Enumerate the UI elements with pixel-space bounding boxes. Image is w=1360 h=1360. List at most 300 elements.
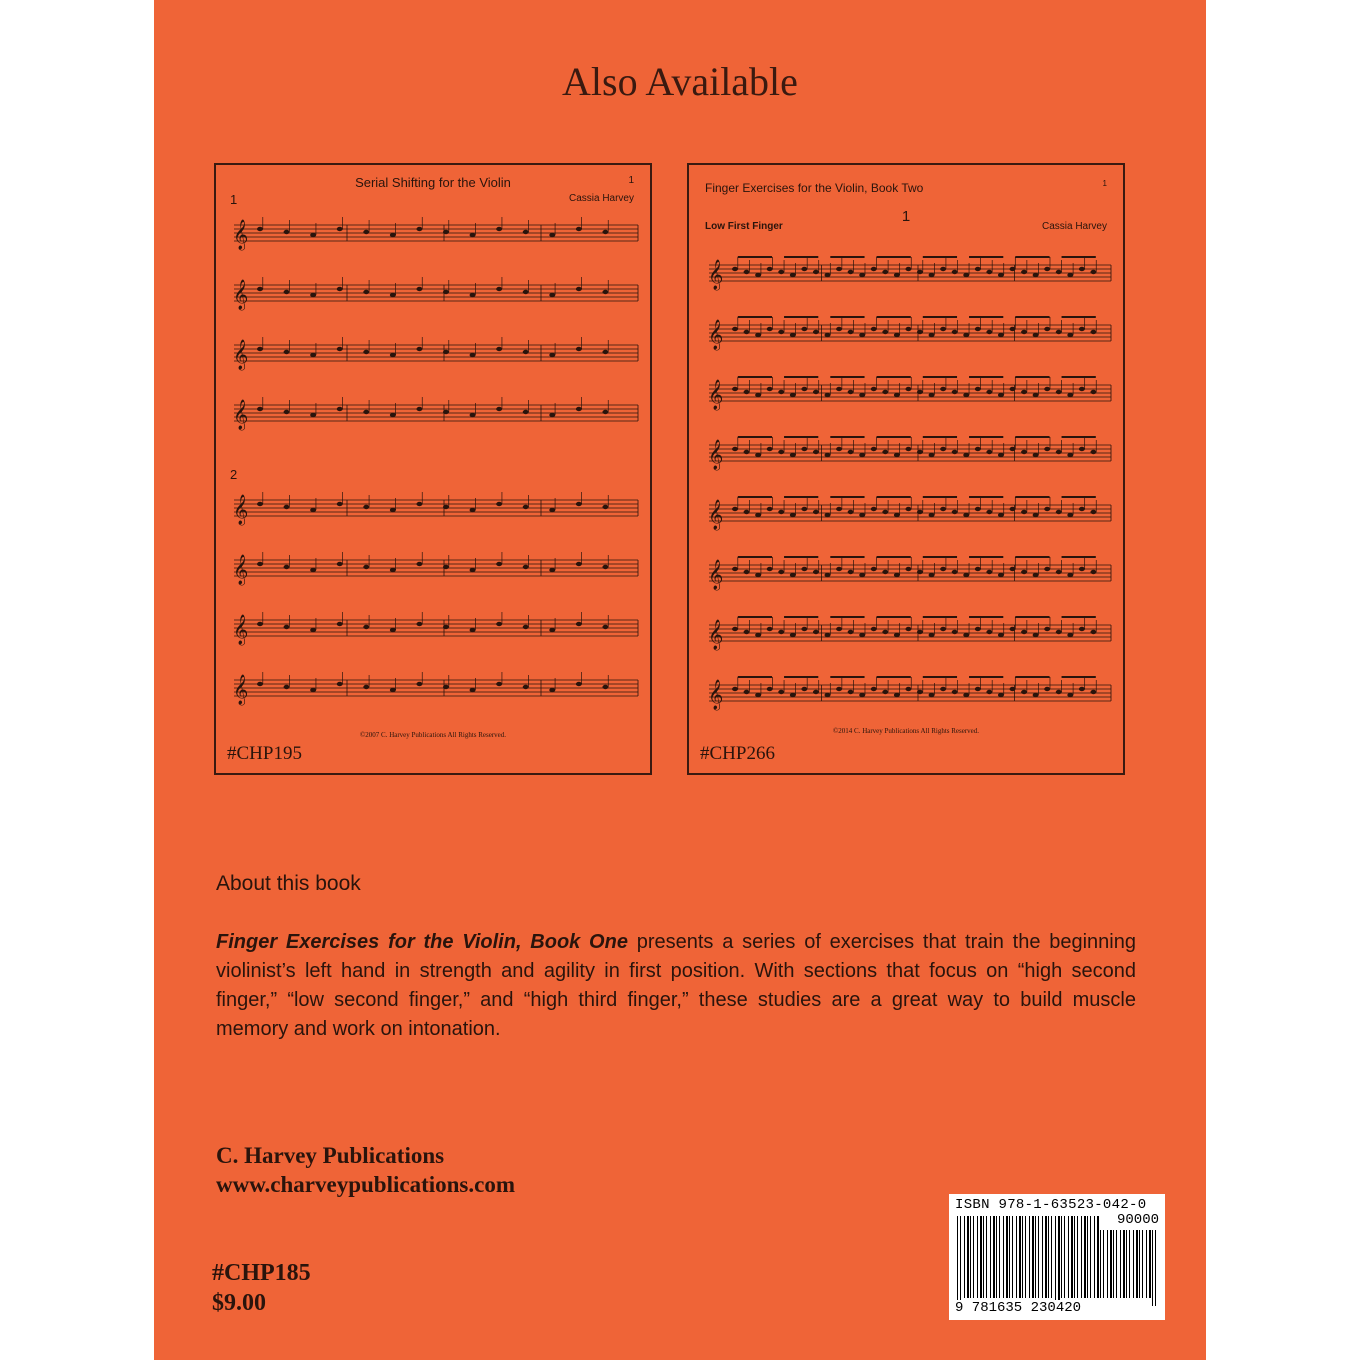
treble-clef-icon: 𝄞 (233, 615, 249, 645)
note-head (1067, 693, 1073, 697)
note-head (576, 287, 582, 291)
note-head (363, 290, 369, 294)
note-head (778, 570, 784, 574)
note-head (257, 407, 263, 411)
note-head (363, 625, 369, 629)
note-head (767, 447, 773, 451)
note-head (337, 407, 343, 411)
preview-copyright: ©2014 C. Harvey Publications All Rights Reserved. (832, 727, 980, 735)
note-head (929, 273, 935, 277)
note-head (929, 633, 935, 637)
note-head (1010, 327, 1016, 331)
treble-clef-icon: 𝄞 (708, 680, 724, 710)
note-head (1079, 507, 1085, 511)
note-head (416, 502, 422, 506)
note-head (975, 507, 981, 511)
note-head (744, 270, 750, 274)
note-head (1067, 453, 1073, 457)
note-head (905, 507, 911, 511)
note-head (1090, 270, 1096, 274)
note-head (767, 507, 773, 511)
note-head (917, 330, 923, 334)
note-head (1079, 267, 1085, 271)
note-head (310, 508, 316, 512)
note-head (813, 390, 819, 394)
note-head (905, 567, 911, 571)
note-head (836, 447, 842, 451)
note-head (1021, 630, 1027, 634)
note-head (470, 293, 476, 297)
note-head (744, 330, 750, 334)
note-head (894, 333, 900, 337)
note-head (825, 693, 831, 697)
note-head (998, 393, 1004, 397)
note-head (952, 330, 958, 334)
note-head (257, 347, 263, 351)
note-head (257, 682, 263, 686)
note-head (790, 453, 796, 457)
description-text: presents a series of exercises that train the beginning violinist’s left hand in strength and agility in first position. With sections that focus on “high second finger,” “low second finger,” and “high third finger,” these studies are a great way to build muscle memory and work on intonation. (216, 931, 1136, 1040)
note-head (523, 410, 529, 414)
note-head (1067, 393, 1073, 397)
note-head (602, 505, 608, 509)
preview-code: #CHP195 (227, 743, 302, 764)
treble-clef-icon: 𝄞 (708, 320, 724, 350)
note-head (1033, 693, 1039, 697)
note-head (917, 630, 923, 634)
section-number: 1 (230, 192, 238, 207)
note-head (871, 327, 877, 331)
note-head (882, 690, 888, 694)
note-head (778, 270, 784, 274)
note-head (1090, 390, 1096, 394)
note-head (576, 407, 582, 411)
note-head (813, 450, 819, 454)
note-head (470, 233, 476, 237)
note-head (284, 410, 290, 414)
note-head (767, 567, 773, 571)
note-head (1010, 267, 1016, 271)
treble-clef-icon: 𝄞 (708, 620, 724, 650)
book-description (216, 928, 1136, 1044)
note-head (1056, 270, 1062, 274)
note-head (986, 630, 992, 634)
note-head (1021, 450, 1027, 454)
note-head (813, 510, 819, 514)
note-head (523, 350, 529, 354)
staff-line-group (708, 377, 1111, 411)
isbn-text: ISBN 978-1-63523-042-0 (955, 1197, 1147, 1213)
note-head (963, 633, 969, 637)
note-head (602, 685, 608, 689)
note-head (929, 573, 935, 577)
note-head (443, 625, 449, 629)
note-head (1021, 570, 1027, 574)
staff-line-group (708, 437, 1111, 471)
note-head (496, 682, 502, 686)
note-head (732, 687, 738, 691)
note-head (905, 687, 911, 691)
note-head (1021, 510, 1027, 514)
note-head (496, 562, 502, 566)
preview-page-number: 1 (628, 175, 634, 186)
note-head (390, 413, 396, 417)
note-head (337, 227, 343, 231)
note-head (257, 227, 263, 231)
note-head (998, 513, 1004, 517)
note-head (549, 688, 555, 692)
note-head (825, 513, 831, 517)
note-head (1033, 453, 1039, 457)
note-head (917, 390, 923, 394)
note-head (755, 453, 761, 457)
note-head (801, 327, 807, 331)
note-head (986, 390, 992, 394)
note-head (549, 508, 555, 512)
treble-clef-icon: 𝄞 (233, 400, 249, 430)
preview-code: #CHP266 (700, 743, 775, 764)
note-head (859, 273, 865, 277)
note-head (917, 450, 923, 454)
note-head (871, 567, 877, 571)
note-head (963, 573, 969, 577)
note-head (975, 687, 981, 691)
note-head (310, 413, 316, 417)
note-head (1079, 447, 1085, 451)
note-head (778, 330, 784, 334)
note-head (894, 453, 900, 457)
note-head (767, 387, 773, 391)
isbn-barcode (949, 1194, 1165, 1320)
note-head (905, 627, 911, 631)
note-head (1067, 573, 1073, 577)
note-head (1079, 627, 1085, 631)
note-head (549, 413, 555, 417)
note-head (836, 267, 842, 271)
note-head (602, 350, 608, 354)
note-head (998, 573, 1004, 577)
note-head (443, 290, 449, 294)
note-head (1067, 273, 1073, 277)
note-head (848, 330, 854, 334)
note-head (986, 510, 992, 514)
note-head (790, 633, 796, 637)
note-head (975, 627, 981, 631)
note-head (416, 622, 422, 626)
note-head (767, 687, 773, 691)
note-head (1090, 330, 1096, 334)
note-head (871, 387, 877, 391)
note-head (1021, 330, 1027, 334)
note-head (602, 565, 608, 569)
note-head (755, 273, 761, 277)
note-head (257, 502, 263, 506)
preview-serial-shifting (214, 163, 652, 775)
staff-line-group (233, 397, 638, 431)
note-head (836, 627, 842, 631)
treble-clef-icon: 𝄞 (708, 440, 724, 470)
note-head (986, 330, 992, 334)
note-head (894, 393, 900, 397)
note-head (790, 273, 796, 277)
note-head (363, 565, 369, 569)
note-head (443, 410, 449, 414)
note-head (390, 688, 396, 692)
note-head (284, 685, 290, 689)
note-head (284, 290, 290, 294)
note-head (523, 230, 529, 234)
note-head (952, 450, 958, 454)
staff-line-group (233, 672, 638, 706)
note-head (871, 267, 877, 271)
note-head (1079, 687, 1085, 691)
note-head (1044, 327, 1050, 331)
note-head (952, 270, 958, 274)
note-head (1010, 387, 1016, 391)
staff-line-group (708, 677, 1111, 711)
note-head (940, 447, 946, 451)
note-head (443, 230, 449, 234)
staff-line-group (233, 492, 638, 526)
note-head (1010, 687, 1016, 691)
note-head (963, 513, 969, 517)
note-head (1010, 567, 1016, 571)
treble-clef-icon: 𝄞 (708, 560, 724, 590)
note-head (390, 353, 396, 357)
note-head (975, 387, 981, 391)
treble-clef-icon: 𝄞 (708, 380, 724, 410)
treble-clef-icon: 𝄞 (708, 260, 724, 290)
note-head (523, 505, 529, 509)
note-head (576, 562, 582, 566)
note-head (790, 513, 796, 517)
preview-author: Cassia Harvey (568, 193, 634, 204)
note-head (310, 233, 316, 237)
treble-clef-icon: 𝄞 (708, 500, 724, 530)
music-staves-group-1 (230, 215, 642, 465)
note-head (952, 690, 958, 694)
note-head (882, 570, 888, 574)
staff-line-group (708, 617, 1111, 651)
about-label: About this book (216, 872, 361, 895)
note-head (882, 330, 888, 334)
publisher-name: C. Harvey Publications (216, 1143, 445, 1168)
note-head (940, 267, 946, 271)
note-head (1033, 513, 1039, 517)
note-head (732, 387, 738, 391)
price: $9.00 (212, 1290, 266, 1316)
note-head (848, 450, 854, 454)
note-head (337, 347, 343, 351)
note-head (390, 568, 396, 572)
note-head (790, 393, 796, 397)
note-head (801, 687, 807, 691)
note-head (825, 393, 831, 397)
note-head (1021, 390, 1027, 394)
barcode-digits: 9 781635 230420 (955, 1300, 1082, 1316)
note-head (732, 327, 738, 331)
note-head (1033, 633, 1039, 637)
note-head (732, 627, 738, 631)
note-head (905, 387, 911, 391)
note-head (1067, 333, 1073, 337)
note-head (549, 568, 555, 572)
preview-copyright: ©2007 C. Harvey Publications All Rights Reserved. (359, 731, 507, 739)
note-head (801, 507, 807, 511)
note-head (825, 573, 831, 577)
note-head (871, 507, 877, 511)
price-code: 90000 (1116, 1212, 1159, 1228)
note-head (940, 507, 946, 511)
staff-line-group (233, 277, 638, 311)
note-head (917, 270, 923, 274)
note-head (1033, 573, 1039, 577)
note-head (813, 690, 819, 694)
note-head (952, 510, 958, 514)
note-head (767, 627, 773, 631)
note-head (284, 625, 290, 629)
note-head (470, 353, 476, 357)
note-head (1079, 327, 1085, 331)
note-head (523, 625, 529, 629)
note-head (952, 390, 958, 394)
note-head (813, 330, 819, 334)
staff-line-group (708, 317, 1111, 351)
note-head (986, 450, 992, 454)
note-head (778, 630, 784, 634)
note-head (1044, 267, 1050, 271)
note-head (871, 687, 877, 691)
preview-title: Serial Shifting for the Violin (355, 175, 511, 190)
note-head (825, 453, 831, 457)
note-head (732, 267, 738, 271)
note-head (390, 293, 396, 297)
note-head (416, 407, 422, 411)
note-head (801, 387, 807, 391)
note-head (894, 633, 900, 637)
note-head (744, 390, 750, 394)
note-head (882, 510, 888, 514)
note-head (894, 273, 900, 277)
note-head (755, 333, 761, 337)
note-head (790, 573, 796, 577)
note-head (986, 270, 992, 274)
note-head (975, 567, 981, 571)
note-head (998, 453, 1004, 457)
note-head (310, 688, 316, 692)
note-head (848, 390, 854, 394)
treble-clef-icon: 𝄞 (233, 220, 249, 250)
note-head (257, 287, 263, 291)
note-head (825, 333, 831, 337)
note-head (1033, 393, 1039, 397)
note-head (443, 685, 449, 689)
note-head (1033, 273, 1039, 277)
note-head (363, 685, 369, 689)
product-info (212, 1258, 311, 1318)
note-head (470, 508, 476, 512)
note-head (470, 688, 476, 692)
note-head (905, 447, 911, 451)
note-head (998, 633, 1004, 637)
note-head (1056, 450, 1062, 454)
note-head (257, 562, 263, 566)
note-head (859, 633, 865, 637)
note-head (576, 227, 582, 231)
note-head (1090, 570, 1096, 574)
note-head (744, 690, 750, 694)
note-head (836, 567, 842, 571)
note-head (767, 267, 773, 271)
note-head (732, 507, 738, 511)
note-head (894, 693, 900, 697)
preview-finger-exercises-book-two (687, 163, 1125, 775)
treble-clef-icon: 𝄞 (233, 675, 249, 705)
staff-line-group (233, 612, 638, 646)
note-head (284, 505, 290, 509)
note-head (778, 390, 784, 394)
note-head (1010, 507, 1016, 511)
note-head (443, 350, 449, 354)
note-head (732, 447, 738, 451)
note-head (767, 327, 773, 331)
note-head (929, 333, 935, 337)
note-head (1033, 333, 1039, 337)
note-head (1044, 687, 1050, 691)
note-head (549, 353, 555, 357)
note-head (744, 510, 750, 514)
note-head (940, 627, 946, 631)
music-staves-group-2 (230, 490, 642, 740)
note-head (929, 513, 935, 517)
note-head (549, 628, 555, 632)
note-head (998, 693, 1004, 697)
note-head (1090, 510, 1096, 514)
note-head (859, 333, 865, 337)
note-head (836, 687, 842, 691)
note-head (813, 570, 819, 574)
note-head (284, 350, 290, 354)
note-head (576, 682, 582, 686)
note-head (963, 693, 969, 697)
note-head (836, 387, 842, 391)
note-head (952, 630, 958, 634)
note-head (1090, 630, 1096, 634)
note-head (496, 287, 502, 291)
note-head (1090, 450, 1096, 454)
note-head (549, 293, 555, 297)
note-head (337, 622, 343, 626)
note-head (929, 693, 935, 697)
note-head (1067, 633, 1073, 637)
note-head (390, 233, 396, 237)
note-head (337, 502, 343, 506)
book-title: Finger Exercises for the Violin, Book One (216, 931, 628, 953)
note-head (778, 510, 784, 514)
note-head (755, 633, 761, 637)
also-available-heading: Also Available (562, 59, 798, 104)
note-head (894, 573, 900, 577)
note-head (390, 628, 396, 632)
note-head (929, 453, 935, 457)
note-head (825, 633, 831, 637)
note-head (975, 327, 981, 331)
note-head (1044, 447, 1050, 451)
staff-line-group (708, 557, 1111, 591)
note-head (986, 570, 992, 574)
note-head (790, 693, 796, 697)
note-head (1067, 513, 1073, 517)
